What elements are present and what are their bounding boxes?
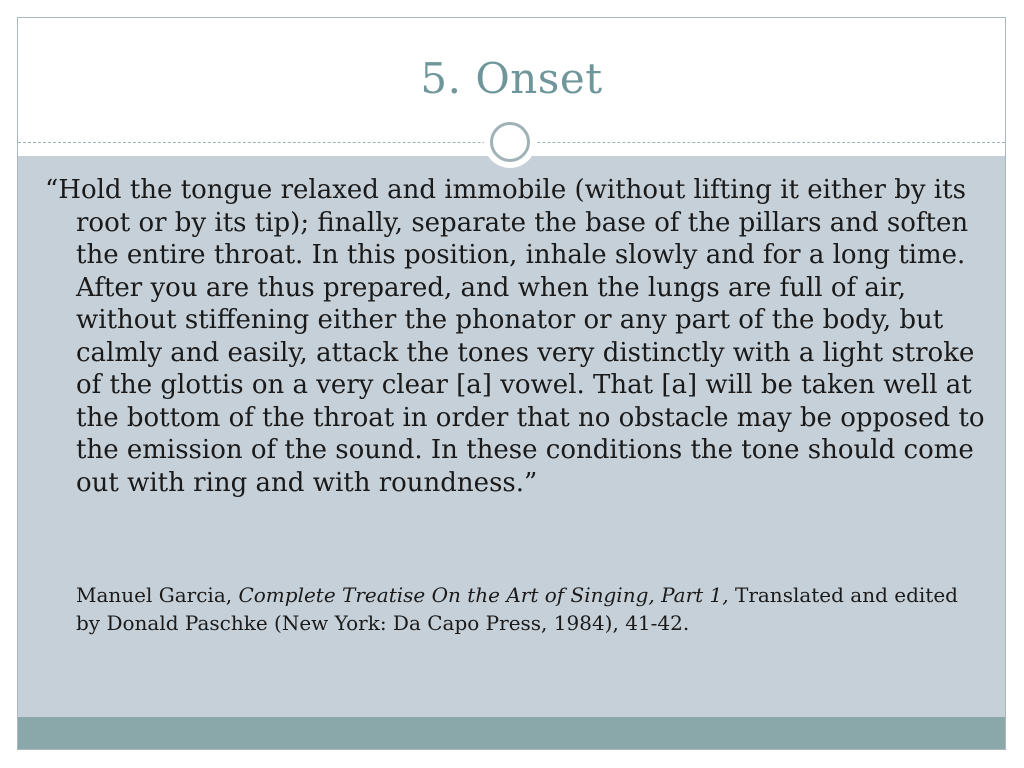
slide [17, 17, 1006, 750]
circle-ornament-ring [490, 122, 530, 162]
quote-text: “Hold the tongue relaxed and immobile (without lifting it either by its root or by its tip); finally, separate the base of the pillars and soften the entire throat. In this position, inhale slowly and for a long time. After you are thus prepared, and when the lungs are full of air, without stiffening either the phonator or any part of the body, but calmly and easily, attack the tones very distinctly with a light stroke of the glottis on a very clear [a] vowel. That [a] will be taken well at the bottom of the throat in order that no obstacle may be opposed to the emission of the sound. In these conditions the tone should come out with ring and with roundness.” [45, 175, 985, 498]
citation-details: Translated and edited by Donald Paschke (New York: Da Capo Press, 1984), 41-42. [76, 583, 958, 635]
content-area [18, 156, 1005, 717]
slide-title: 5. Onset [420, 54, 603, 103]
citation-work-title: Complete Treatise On the Art of Singing, Part 1, [238, 583, 729, 607]
citation [76, 581, 976, 637]
citation-author: Manuel Garcia, [76, 583, 239, 607]
circle-ornament-icon [484, 116, 536, 168]
footer-band [18, 717, 1005, 750]
